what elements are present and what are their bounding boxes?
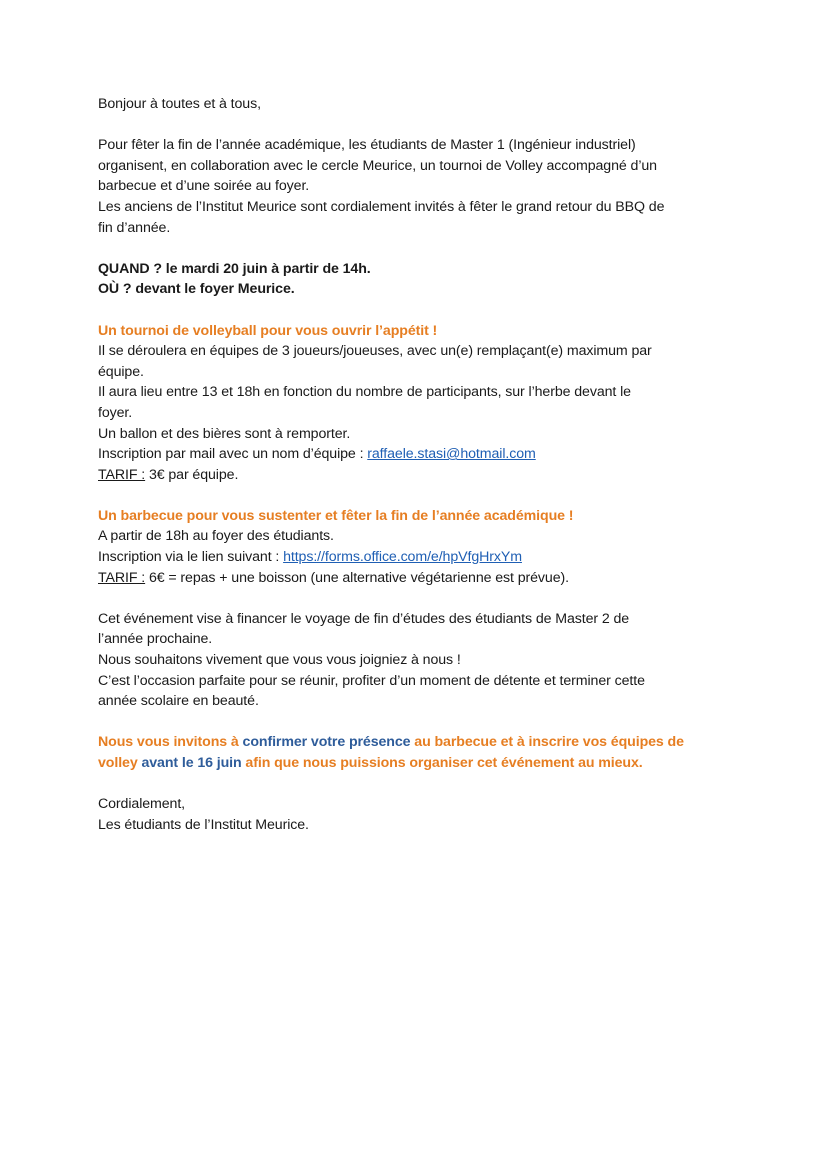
bbq-heading: Un barbecue pour vous sustenter et fêter la fin de l’année académique ! — [98, 507, 574, 524]
email-link[interactable]: raffaele.stasi@hotmail.com — [367, 446, 536, 463]
when-line: QUAND ? le mardi 20 juin à partir de 14h. — [98, 260, 371, 277]
purpose-line: année scolaire en beauté. — [98, 693, 259, 710]
intro-line: organisent, en collaboration avec le cercle Meurice, un tournoi de Volley accompagné d’un — [98, 157, 657, 174]
volley-signup-line — [98, 444, 757, 465]
volley-line: Il se déroulera en équipes de 3 joueurs/joueuses, avec un(e) remplaçant(e) maximum par — [98, 343, 652, 360]
intro-line: barbecue et d’une soirée au foyer. — [98, 178, 310, 195]
intro-paragraph — [98, 135, 757, 238]
tarif-value: 6€ = repas + une boisson (une alternative végétarienne est prévue). — [145, 569, 569, 586]
tarif-value: 3€ par équipe. — [145, 466, 239, 483]
bbq-line: A partir de 18h au foyer des étudiants. — [98, 528, 334, 545]
invite-text: volley — [98, 755, 142, 771]
invite-line — [98, 732, 757, 753]
greeting: Bonjour à toutes et à tous, — [98, 96, 261, 112]
bbq-signup-line — [98, 547, 757, 568]
purpose-paragraph — [98, 609, 757, 712]
intro-line: fin d’année. — [98, 219, 171, 236]
signature: Les étudiants de l’Institut Meurice. — [98, 816, 309, 833]
intro-line: Les anciens de l’Institut Meurice sont cordialement invités à fêter le grand retour du BBQ de — [98, 198, 665, 215]
where-line: OÙ ? devant le foyer Meurice. — [98, 281, 295, 298]
volley-line: foyer. — [98, 404, 133, 421]
closing: Cordialement, — [98, 796, 186, 813]
volley-section — [98, 321, 757, 486]
volley-signup-text: Inscription par mail avec un nom d’équipe : — [98, 446, 368, 463]
tarif-label: TARIF : — [98, 466, 146, 483]
invite-text: afin que nous puissions organiser cet événement au mieux. — [241, 755, 643, 771]
bbq-section — [98, 506, 757, 588]
purpose-line: C’est l’occasion parfaite pour se réunir, profiter d’un moment de détente et terminer cette — [98, 672, 645, 689]
invite-text: Nous vous invitons à — [98, 734, 243, 751]
volley-tarif-line — [98, 465, 757, 486]
invite-highlight: confirmer votre présence — [242, 734, 411, 751]
invite-text: au barbecue et à inscrire vos équipes de — [410, 734, 684, 751]
volley-line: équipe. — [98, 363, 144, 380]
volley-line: Un ballon et des bières sont à remporter. — [98, 425, 351, 442]
bbq-signup-text: Inscription via le lien suivant : — [98, 549, 284, 566]
purpose-line: Nous souhaitons vivement que vous vous joigniez à nous ! — [98, 652, 461, 669]
purpose-line: l’année prochaine. — [98, 631, 213, 648]
intro-line: Pour fêter la fin de l’année académique, les étudiants de Master 1 (Ingénieur industriel) — [98, 137, 636, 154]
forms-link[interactable]: https://forms.office.com/e/hpVfgHrxYm — [283, 549, 522, 566]
invite-line — [98, 753, 757, 774]
invite-paragraph — [98, 732, 757, 773]
invite-highlight: avant le 16 juin — [141, 755, 242, 771]
purpose-line: Cet événement vise à financer le voyage de fin d’études des étudiants de Master 2 de — [98, 610, 630, 627]
tarif-label: TARIF : — [98, 569, 146, 586]
volley-heading: Un tournoi de volleyball pour vous ouvrir l’appétit ! — [98, 322, 438, 339]
bbq-tarif-line — [98, 568, 757, 589]
volley-line: Il aura lieu entre 13 et 18h en fonction du nombre de participants, sur l’herbe devant le — [98, 384, 631, 401]
